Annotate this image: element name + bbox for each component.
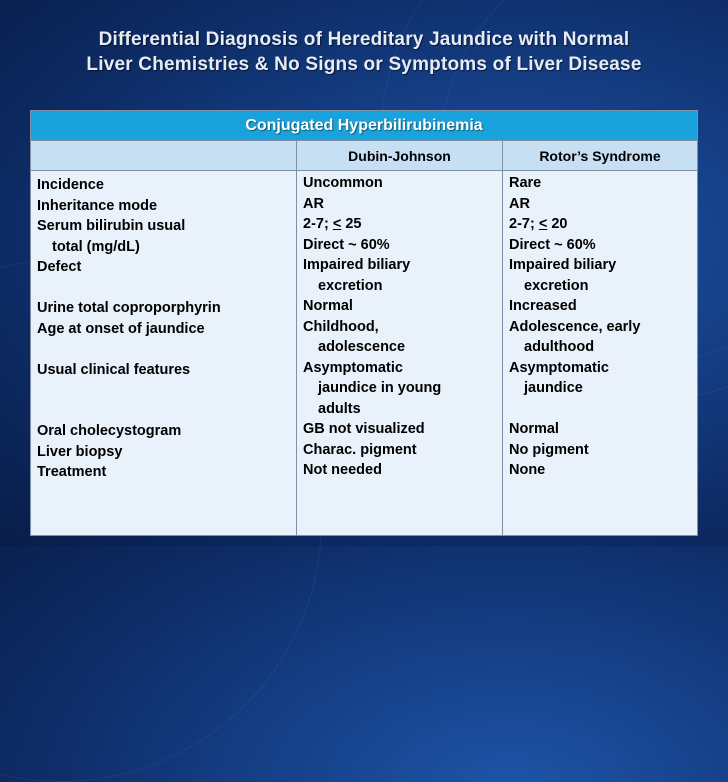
row-label: Inheritance mode: [37, 197, 158, 214]
slide-title: [20, 27, 708, 77]
rotor-incidence: Rare: [509, 175, 542, 191]
dj-incidence: Uncommon: [303, 175, 383, 191]
row-label: [37, 401, 290, 422]
dj-treatment: Not needed: [303, 462, 382, 478]
label-list: [31, 171, 296, 485]
table-body-row: [31, 171, 698, 536]
row-label: Incidence: [37, 177, 104, 193]
dj-features-2: jaundice in young: [318, 380, 442, 396]
dubin-johnson-column: [297, 171, 503, 536]
row-label: [37, 278, 290, 299]
diagnosis-table: [30, 110, 698, 536]
column-header-rotor: Rotor’s Syndrome: [503, 141, 698, 171]
rotor-cholecystogram: Normal: [509, 421, 559, 437]
label-column: [31, 171, 297, 536]
row-label: Serum bilirubin usual: [37, 218, 186, 234]
row-label: [37, 380, 290, 401]
rotor-onset-2: adulthood: [524, 339, 595, 355]
rotor-treatment: None: [509, 462, 546, 478]
row-label: Oral cholecystogram: [37, 423, 182, 439]
dj-features-1: Asymptomatic: [303, 359, 403, 376]
column-header-dubin-johnson: Dubin-Johnson: [297, 141, 503, 171]
rotor-biopsy: No pigment: [509, 441, 589, 458]
rotor-onset-1: Adolescence, early: [509, 318, 641, 335]
dj-defect-2: excretion: [318, 277, 383, 294]
rotor-bilirubin: [509, 214, 691, 235]
dj-bilirubin-range: 2-7;: [303, 216, 333, 232]
rotor-inheritance: AR: [509, 195, 530, 212]
row-label: total (mg/dL): [52, 238, 140, 255]
dj-bilirubin-max: 25: [341, 216, 362, 232]
row-label: Treatment: [37, 464, 107, 480]
rotor-features-1: Asymptomatic: [509, 359, 609, 376]
dj-bilirubin-symbol: <: [332, 216, 342, 232]
column-header-empty: [31, 141, 297, 171]
dj-cholecystogram: GB not visualized: [303, 421, 425, 437]
dj-biopsy: Charac. pigment: [303, 441, 417, 458]
rotor-bilirubin-max: 20: [547, 216, 568, 232]
column-header-row: [31, 141, 698, 171]
dj-bilirubin: [303, 214, 496, 235]
row-label: Usual clinical features: [37, 361, 191, 378]
row-label: Defect: [37, 259, 82, 275]
table-header-row: [31, 111, 698, 141]
rotor-defect-1: Impaired biliary: [509, 257, 617, 273]
slide-title-line-1: Differential Diagnosis of Hereditary Jaundice with Normal: [98, 29, 630, 50]
rotor-column: [503, 171, 698, 536]
table-header: Conjugated Hyperbilirubinemia: [31, 111, 698, 141]
dj-onset-2: adolescence: [318, 339, 406, 355]
dj-inheritance: AR: [303, 195, 324, 212]
slide-title-line-2: Liver Chemistries & No Signs or Symptoms of Liver Disease: [86, 54, 642, 75]
rotor-defect-2: excretion: [524, 277, 589, 294]
rotor-bilirubin-range: 2-7;: [509, 216, 539, 232]
dj-features-3: adults: [318, 400, 361, 417]
row-label: [37, 339, 290, 360]
dj-onset-1: Childhood,: [303, 318, 379, 335]
dubin-johnson-list: [297, 171, 502, 483]
rotor-features-2: jaundice: [524, 380, 583, 396]
row-label: Age at onset of jaundice: [37, 320, 205, 337]
rotor-urine: Increased: [509, 298, 577, 314]
dj-defect-1: Impaired biliary: [303, 257, 411, 273]
rotor-direct: Direct ~ 60%: [509, 236, 596, 253]
dj-urine: Normal: [303, 298, 353, 314]
rotor-spacer: [509, 399, 691, 420]
row-label: Urine total coproporphyrin: [37, 300, 221, 316]
rotor-bilirubin-symbol: <: [538, 216, 548, 232]
dj-direct: Direct ~ 60%: [303, 236, 390, 253]
rotor-list: [503, 171, 697, 483]
row-label: Liver biopsy: [37, 443, 123, 460]
